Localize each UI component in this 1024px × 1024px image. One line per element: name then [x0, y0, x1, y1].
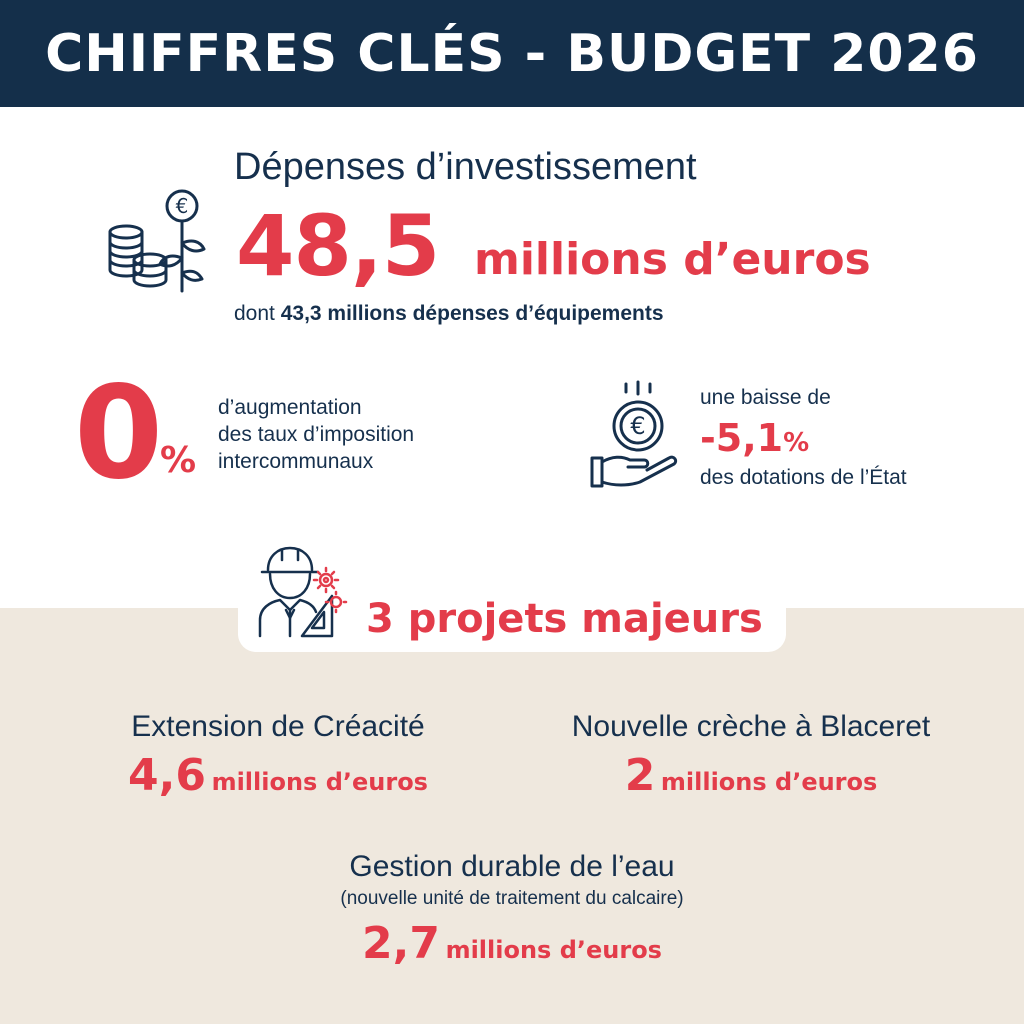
project-name-creche: Nouvelle crèche à Blaceret	[571, 710, 931, 743]
dotations-intro: une baisse de	[700, 386, 831, 409]
coins-plant-icon	[106, 188, 206, 298]
dotations-description: des dotations de l’État	[700, 466, 907, 489]
svg-text:€: €	[175, 194, 189, 218]
project-amount-creacite: 4,6 millions d’euros	[128, 750, 428, 801]
tax-description: d’augmentation des taux d’imposition intercommunaux	[218, 396, 415, 473]
hand-euro-coin-icon	[590, 380, 686, 490]
projects-title: 3 projets majeurs	[366, 596, 763, 642]
page-title: CHIFFRES CLÉS - BUDGET 2026	[45, 23, 979, 84]
project-amount-creche: 2 millions d’euros	[624, 750, 878, 801]
tax-increase-value: 0	[74, 359, 164, 508]
dotations-value: -5,1%	[700, 416, 810, 460]
investment-unit: millions d’euros	[474, 234, 871, 285]
engineer-icon	[256, 546, 346, 638]
project-amount-eau: 2,7 millions d’euros	[362, 918, 662, 969]
investment-title: Dépenses d’investissement	[234, 146, 697, 188]
project-name-eau: Gestion durable de l’eau	[349, 850, 675, 883]
header-banner	[0, 0, 1024, 107]
project-name-creacite: Extension de Créacité	[131, 710, 425, 743]
tax-percent-sign: %	[160, 440, 197, 481]
project-note-eau: (nouvelle unité de traitement du calcaire)	[340, 888, 684, 909]
svg-text:€: €	[630, 412, 646, 440]
investment-subtext: dont 43,3 millions dépenses d’équipements	[234, 302, 664, 325]
investment-value: 48,5	[236, 197, 440, 295]
